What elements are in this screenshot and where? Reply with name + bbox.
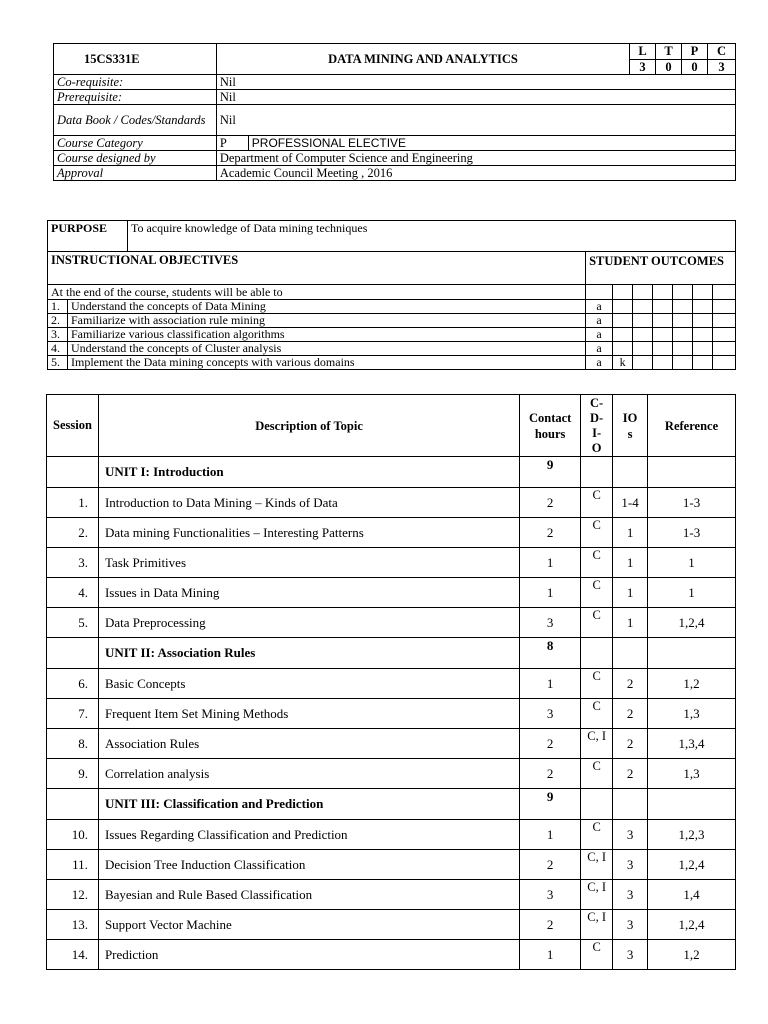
session-reference: 1,3,4 [648,729,736,759]
course-info-table [53,43,736,181]
session-topic: Prediction [98,940,519,970]
session-cdio [581,850,613,880]
info-value: PROFESSIONAL ELECTIVE [248,136,735,151]
session-hours: 2 [520,850,581,880]
session-number: 6. [47,669,99,699]
session-cdio [581,608,613,638]
objectives-intro: At the end of the course, students will be able to [48,285,586,300]
session-row [47,820,736,850]
session-cdio [581,880,613,910]
session-hours: 2 [520,518,581,548]
outcome-mark [613,300,633,314]
objective-number: 5. [48,356,68,370]
objective-number: 2. [48,314,68,328]
session-reference: 1-3 [648,488,736,518]
cdio-value: C [592,548,601,562]
session-row [47,669,736,699]
session-number: 12. [47,880,99,910]
session-ios: 1 [613,548,648,578]
session-row [47,578,736,608]
objective-row [48,342,736,356]
session-topic: Correlation analysis [98,759,519,789]
session-topic: Introduction to Data Mining – Kinds of Data [98,488,519,518]
cdio-value: C [592,759,601,773]
info-label: Prerequisite: [54,90,217,105]
session-hours: 3 [520,699,581,729]
session-reference: 1,2 [648,669,736,699]
ltpc-label-t: T [656,44,682,60]
info-value: Nil [216,105,735,136]
header-hours: Contact hours [520,395,581,457]
ltpc-value-p: 0 [682,59,708,75]
session-ios: 2 [613,759,648,789]
session-ios: 1 [613,518,648,548]
info-label: Course Category [54,136,217,151]
info-label: Co-requisite: [54,75,217,90]
info-value: Department of Computer Science and Engineering [216,151,735,166]
outcome-mark [613,314,633,328]
cdio-value: C, I [587,880,606,894]
session-number: 4. [47,578,99,608]
session-cdio [581,820,613,850]
info-row [54,90,736,105]
session-topic: Decision Tree Induction Classification [98,850,519,880]
session-topic: Support Vector Machine [98,910,519,940]
objective-row [48,356,736,370]
session-topic: Association Rules [98,729,519,759]
info-row [54,75,736,90]
course-code: 15CS331E [54,44,217,75]
ltpc-value-l: 3 [630,59,656,75]
session-hours: 1 [520,940,581,970]
session-number: 3. [47,548,99,578]
session-cdio [581,940,613,970]
info-label: Approval [54,166,217,181]
session-number: 5. [47,608,99,638]
cdio-value: C, I [587,729,606,743]
session-ios: 3 [613,880,648,910]
session-topic: Task Primitives [98,548,519,578]
session-row [47,729,736,759]
session-number: 10. [47,820,99,850]
unit-row [47,638,736,669]
session-ios: 1-4 [613,488,648,518]
session-reference: 1,2 [648,940,736,970]
session-row [47,880,736,910]
session-hours: 2 [520,729,581,759]
outcome-mark: a [586,300,613,314]
session-row [47,910,736,940]
cdio-value: C [592,820,601,834]
session-topic: Basic Concepts [98,669,519,699]
session-cdio [581,488,613,518]
session-reference: 1 [648,578,736,608]
session-ios: 1 [613,578,648,608]
session-number: 13. [47,910,99,940]
session-reference: 1,4 [648,880,736,910]
unit-hours: 8 [520,638,581,669]
objective-text: Familiarize with association rule mining [67,314,585,328]
objective-text: Understand the concepts of Cluster analysis [67,342,585,356]
objective-number: 3. [48,328,68,342]
cdio-value: C, I [587,850,606,864]
session-topic: Data Preprocessing [98,608,519,638]
session-reference: 1,2,4 [648,910,736,940]
session-row [47,488,736,518]
ltpc-value-c: 3 [707,59,735,75]
info-value: Nil [216,90,735,105]
outcome-mark: a [586,314,613,328]
header-session: Session [47,395,99,457]
session-cdio [581,910,613,940]
objective-row [48,328,736,342]
cdio-value: C [592,699,601,713]
outcome-mark: k [613,356,633,370]
session-hours: 2 [520,910,581,940]
session-cdio [581,548,613,578]
outcome-mark [613,328,633,342]
session-number: 8. [47,729,99,759]
session-hours: 1 [520,669,581,699]
session-hours: 1 [520,578,581,608]
session-row [47,518,736,548]
objective-number: 4. [48,342,68,356]
session-ios: 2 [613,669,648,699]
cdio-value: C, I [587,910,606,924]
cdio-value: C [592,488,601,502]
session-cdio [581,699,613,729]
session-row [47,548,736,578]
session-ios: 3 [613,940,648,970]
session-topic: Bayesian and Rule Based Classification [98,880,519,910]
ltpc-label-c: C [707,44,735,60]
session-number: 14. [47,940,99,970]
info-row [54,166,736,181]
outcome-mark [613,342,633,356]
purpose-text: To acquire knowledge of Data mining techniques [127,221,735,252]
session-ios: 3 [613,850,648,880]
session-row [47,759,736,789]
unit-hours: 9 [520,789,581,820]
header-ios: IOs [613,395,648,457]
session-reference: 1,2,4 [648,850,736,880]
session-ios: 2 [613,699,648,729]
session-number: 1. [47,488,99,518]
objective-text: Understand the concepts of Data Mining [67,300,585,314]
objectives-table [47,220,736,370]
session-row [47,608,736,638]
sessions-table [46,394,736,970]
session-reference: 1,3 [648,699,736,729]
session-hours: 3 [520,880,581,910]
session-cdio [581,669,613,699]
cdio-value: C [592,518,601,532]
info-value: Nil [216,75,735,90]
outcome-mark: a [586,342,613,356]
cdio-value: C [592,940,601,954]
info-value: Academic Council Meeting , 2016 [216,166,735,181]
info-label: Data Book / Codes/Standards [54,105,217,136]
session-topic: Issues in Data Mining [98,578,519,608]
objective-row [48,314,736,328]
session-topic: Issues Regarding Classification and Prediction [98,820,519,850]
objective-row [48,300,736,314]
session-number: 2. [47,518,99,548]
session-hours: 3 [520,608,581,638]
header-reference: Reference [648,395,736,457]
outcome-mark: a [586,328,613,342]
header-topic: Description of Topic [98,395,519,457]
purpose-label: PURPOSE [48,221,128,252]
session-hours: 2 [520,759,581,789]
session-reference: 1-3 [648,518,736,548]
info-row [54,151,736,166]
unit-title: UNIT I: Introduction [98,457,519,488]
course-title: DATA MINING AND ANALYTICS [216,44,629,75]
outcomes-header: STUDENT OUTCOMES [586,252,736,285]
session-number: 9. [47,759,99,789]
objective-number: 1. [48,300,68,314]
unit-row [47,789,736,820]
session-cdio [581,729,613,759]
session-hours: 2 [520,488,581,518]
objectives-header: INSTRUCTIONAL OBJECTIVES [48,252,586,285]
unit-hours: 9 [520,457,581,488]
session-cdio [581,518,613,548]
ltpc-label-l: L [630,44,656,60]
session-reference: 1,2,3 [648,820,736,850]
session-row [47,850,736,880]
header-cdio: C-D-I-O [581,395,613,457]
session-ios: 3 [613,820,648,850]
session-number: 11. [47,850,99,880]
unit-title: UNIT II: Association Rules [98,638,519,669]
cdio-value: C [592,669,601,683]
objective-text: Familiarize various classification algorithms [67,328,585,342]
ltpc-value-t: 0 [656,59,682,75]
unit-title: UNIT III: Classification and Prediction [98,789,519,820]
info-row [54,105,736,136]
session-reference: 1 [648,548,736,578]
session-cdio [581,759,613,789]
session-hours: 1 [520,548,581,578]
info-label: Course designed by [54,151,217,166]
session-row [47,699,736,729]
cdio-value: C [592,578,601,592]
info-row [54,136,736,151]
session-row [47,940,736,970]
session-ios: 1 [613,608,648,638]
session-topic: Frequent Item Set Mining Methods [98,699,519,729]
outcome-mark: a [586,356,613,370]
session-ios: 3 [613,910,648,940]
cdio-value: C [592,608,601,622]
unit-row [47,457,736,488]
session-topic: Data mining Functionalities – Interesting Patterns [98,518,519,548]
session-reference: 1,2,4 [648,608,736,638]
objective-text: Implement the Data mining concepts with various domains [67,356,585,370]
session-reference: 1,3 [648,759,736,789]
ltpc-label-p: P [682,44,708,60]
session-cdio [581,578,613,608]
session-number: 7. [47,699,99,729]
session-ios: 2 [613,729,648,759]
session-hours: 1 [520,820,581,850]
category-code: P [216,136,248,151]
